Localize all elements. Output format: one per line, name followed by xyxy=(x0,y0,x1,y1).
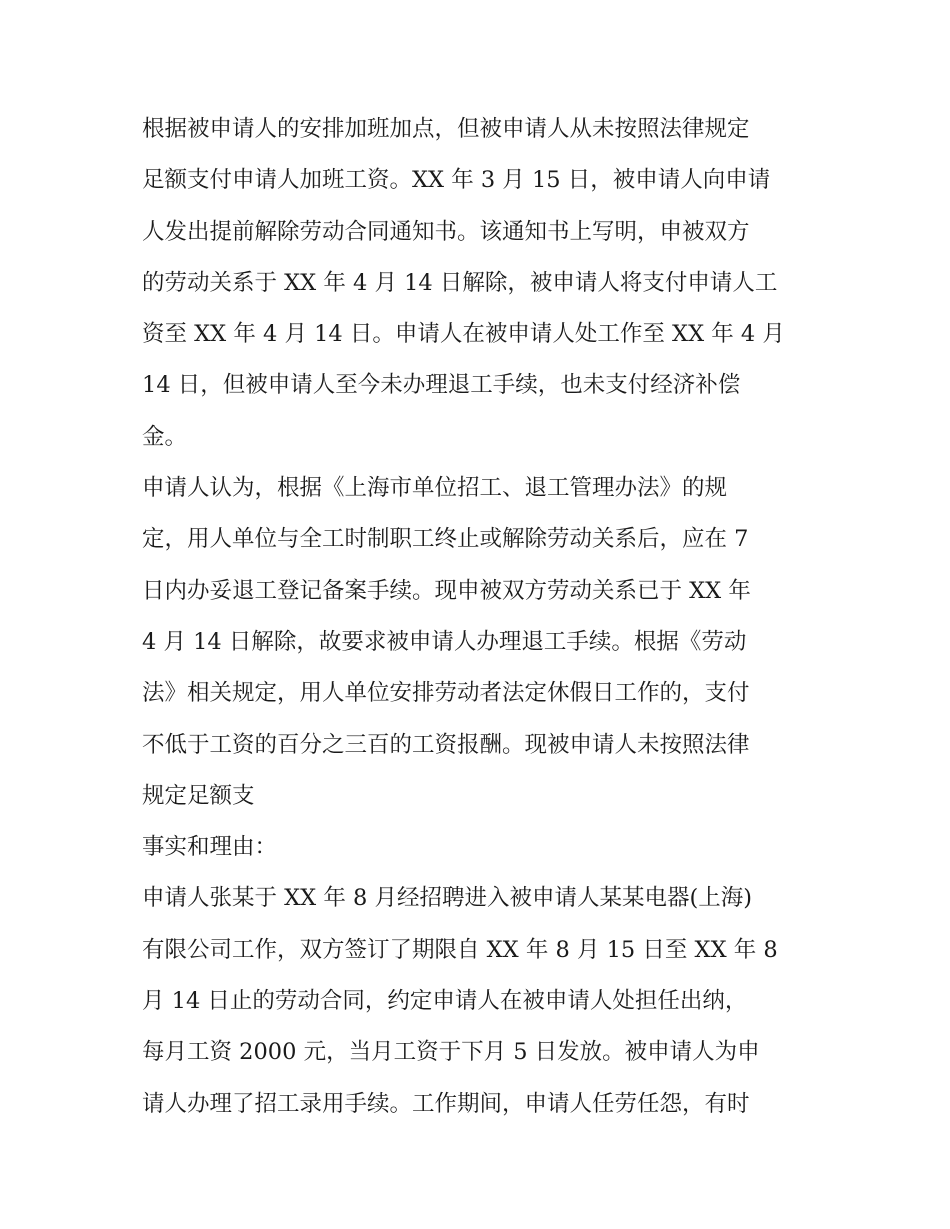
text-line: 法》相关规定，用人单位安排劳动者法定休假日工作的，支付 xyxy=(142,680,750,707)
text-line: 请人办理了招工录用手续。工作期间，申请人任劳任怨，有时 xyxy=(142,1090,750,1117)
section-heading: 事实和理由： xyxy=(142,834,278,861)
text-line: 日内办妥退工登记备案手续。现申被双方劳动关系已于 XX 年 xyxy=(142,577,751,604)
text-line: 有限公司工作，双方签订了期限自 XX 年 8 月 15 日至 XX 年 8 xyxy=(142,936,778,963)
text-line: 14 日，但被申请人至今未办理退工手续，也未支付经济补偿 xyxy=(142,372,741,399)
text-line: 申请人张某于 XX 年 8 月经招聘进入被申请人某某电器(上海) xyxy=(142,885,753,912)
text-line: 月 14 日止的劳动合同，约定申请人在被申请人处担任出纳， xyxy=(142,988,748,1015)
text-line: 每月工资 2000 元，当月工资于下月 5 日发放。被申请人为申 xyxy=(142,1039,760,1066)
text-line: 规定足额支 xyxy=(142,782,255,809)
body-text xyxy=(142,104,822,1130)
text-line: 足额支付申请人加班工资。XX 年 3 月 15 日，被申请人向申请 xyxy=(142,167,771,194)
text-line: 根据被申请人的安排加班加点，但被申请人从未按照法律规定 xyxy=(142,116,750,142)
text-line: 不低于工资的百分之三百的工资报酬。现被申请人未按照法律 xyxy=(142,731,750,758)
text-line: 资至 XX 年 4 月 14 日。申请人在被申请人处工作至 XX 年 4 月 xyxy=(142,321,785,348)
text-line: 定，用人单位与全工时制职工终止或解除劳动关系后，应在 7 xyxy=(142,526,749,553)
text-line: 的劳动关系于 XX 年 4 月 14 日解除，被申请人将支付申请人工 xyxy=(142,269,778,296)
text-line: 人发出提前解除劳动合同通知书。该通知书上写明，申被双方 xyxy=(142,218,750,245)
text-line: 4 月 14 日解除，故要求被申请人办理退工手续。根据《劳动 xyxy=(142,628,747,655)
text-line: 申请人认为，根据《上海市单位招工、退工管理办法》的规 xyxy=(142,475,728,502)
text-line: 金。 xyxy=(142,423,188,450)
